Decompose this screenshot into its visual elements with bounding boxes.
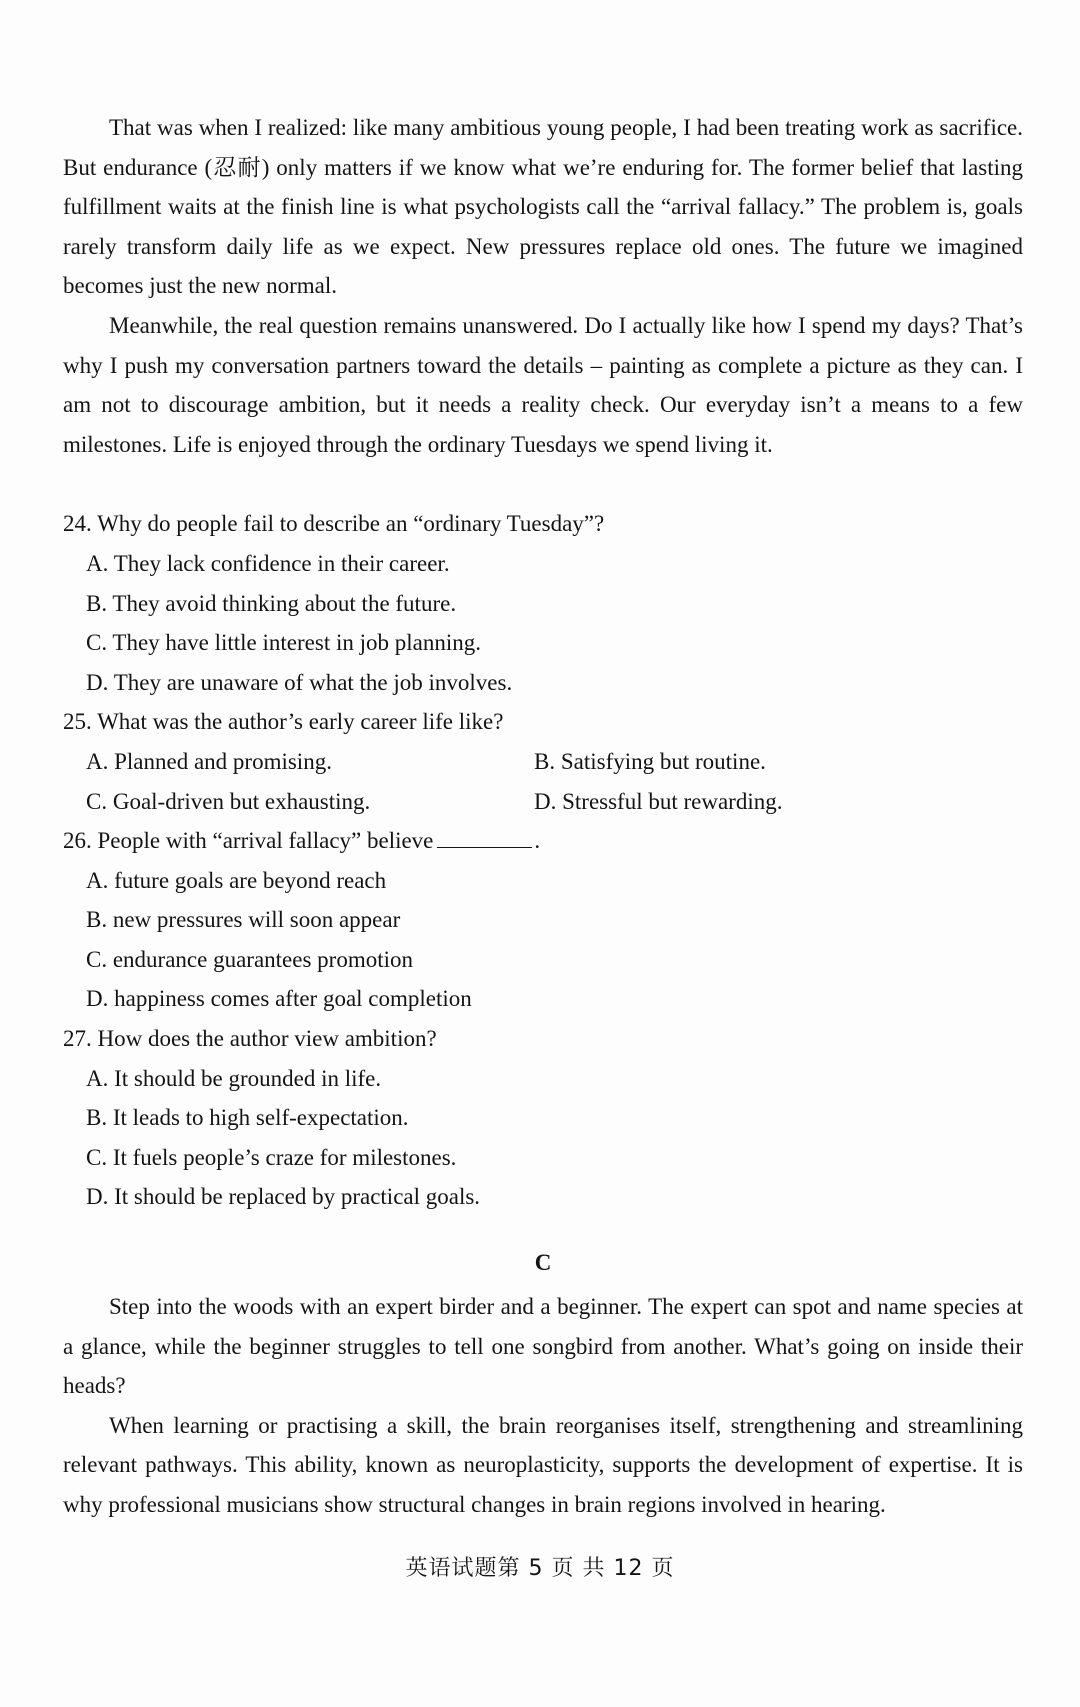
option-b: B. new pressures will soon appear [86, 907, 401, 933]
option-c: C. They have little interest in job planning. [86, 630, 481, 656]
question-stem: 27. How does the author view ambition? [63, 1026, 437, 1052]
option-row [63, 782, 1023, 822]
option-b: B. It leads to high self-expectation. [86, 1105, 409, 1131]
question-stem-end: . [534, 828, 541, 854]
answer-blank [437, 825, 532, 848]
option-row [63, 742, 1023, 782]
question-stem [63, 821, 1023, 861]
option-d: D. happiness comes after goal completion [86, 986, 472, 1012]
option-b: B. They avoid thinking about the future. [86, 590, 457, 616]
passage-b-paragraph-1: That was when I realized: like many ambitious young people, I had been treating work as sacrifice. But endurance (忍耐) only matters if we know what we’re enduring for. The former belief that lasting fulfillment waits at the finish line is what psychologists call the “arrival fallacy.” The problem is, goals rarely transform daily life as we expect. New pressures replace old ones. The future we imagined becomes just the new normal. [63, 115, 1023, 299]
page-content [63, 108, 1023, 1525]
option-a: A. future goals are beyond reach [86, 867, 387, 893]
option-d: D. It should be replaced by practical goals. [86, 1184, 481, 1210]
question-stem-text: 26. People with “arrival fallacy” believe [63, 828, 434, 854]
option-d: D. Stressful but rewarding. [534, 788, 783, 814]
question-26 [63, 821, 1023, 1019]
question-27 [63, 1019, 1023, 1217]
question-25 [63, 702, 1023, 821]
option-a: A. It should be grounded in life. [86, 1065, 382, 1091]
option-b: B. Satisfying but routine. [534, 748, 766, 774]
passage-c-paragraph-2: When learning or practising a skill, the brain reorganises itself, strengthening and streamlining relevant pathways. This ability, known as neuroplasticity, supports the development of expertise. It is why professional musicians show structural changes in brain regions involved in hearing. [63, 1412, 1023, 1517]
option-c: C. It fuels people’s craze for milestones. [86, 1144, 457, 1170]
option-a: A. They lack confidence in their career. [86, 550, 450, 576]
option-c: C. endurance guarantees promotion [86, 946, 413, 972]
page-footer: 英语试题第 5 页 共 12 页 [405, 1556, 675, 1581]
spacer [63, 464, 1023, 504]
option-d: D. They are unaware of what the job involves. [86, 669, 513, 695]
passage-c-paragraph-1: Step into the woods with an expert birder and a beginner. The expert can spot and name species at a glance, while the beginner struggles to tell one songbird from another. What’s going on inside their heads? [63, 1294, 1023, 1399]
question-stem: 25. What was the author’s early career life like? [63, 709, 504, 735]
option-a: A. Planned and promising. [86, 748, 332, 774]
question-24 [63, 504, 1023, 702]
option-c: C. Goal-driven but exhausting. [86, 788, 371, 814]
section-heading: C [534, 1250, 552, 1276]
passage-b-paragraph-2: Meanwhile, the real question remains unanswered. Do I actually like how I spend my days? That’s why I push my conversation partners toward the details – painting as complete a picture as they can. I am not to discourage ambition, but it needs a reality check. Our everyday isn’t a means to a few milestones. Life is enjoyed through the ordinary Tuesdays we spend living it. [63, 312, 1023, 457]
question-stem: 24. Why do people fail to describe an “ordinary Tuesday”? [63, 511, 605, 537]
